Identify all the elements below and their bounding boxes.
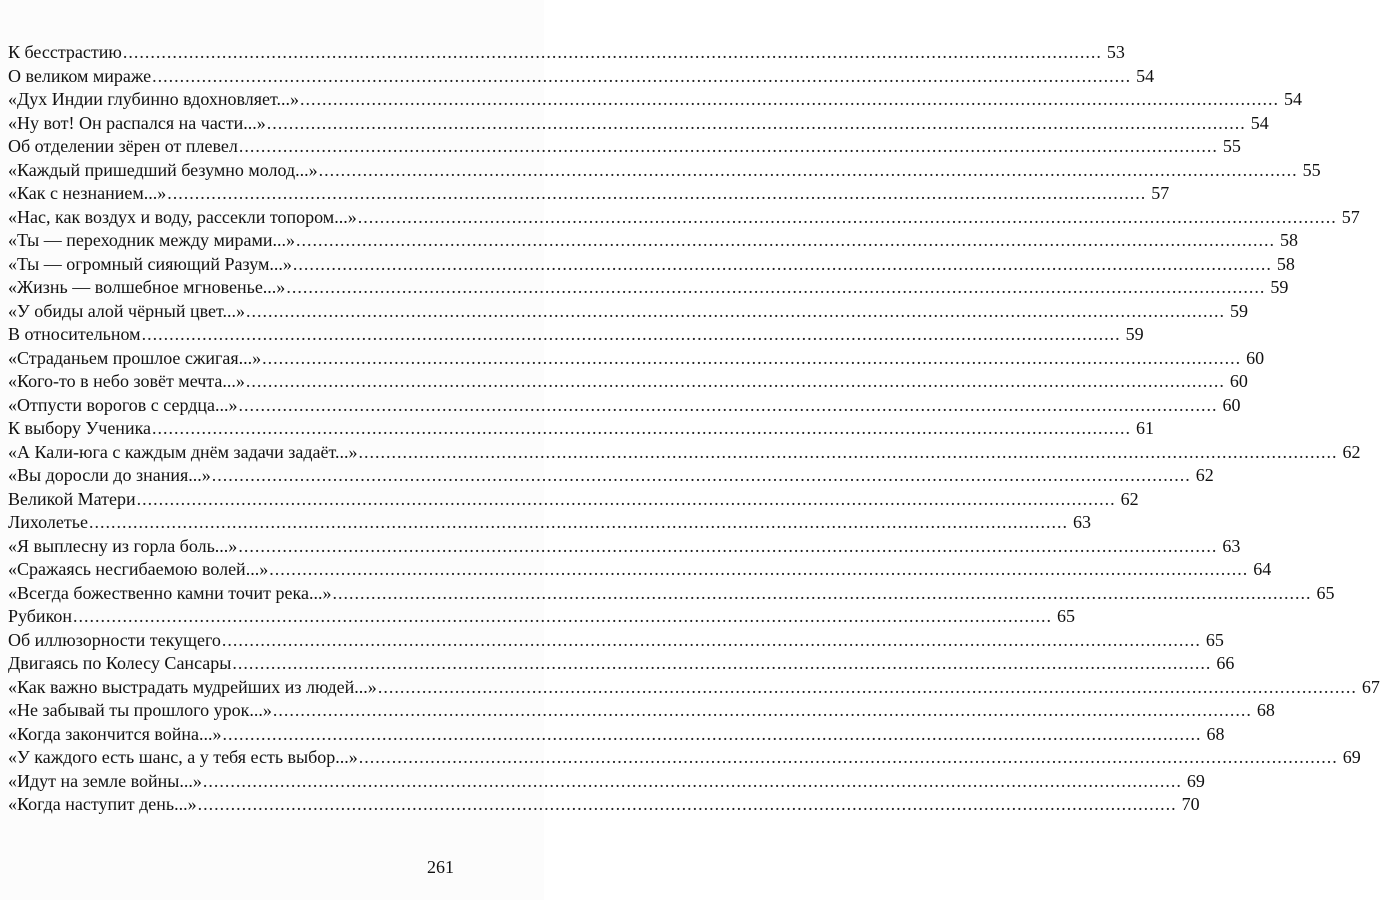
toc-entry-title: «Каждый пришедший безумно молод...» <box>8 159 318 180</box>
toc-leader-dots <box>262 347 1241 371</box>
toc-entry <box>8 159 1321 183</box>
toc-entry-page: 59 <box>1125 324 1144 344</box>
toc-entry-title: «А Кали-юга с каждым днём задачи задаёт...» <box>8 441 358 462</box>
toc-entry-title: Об отделении зёрен от плевел <box>8 136 238 156</box>
toc-entry-page: 60 <box>1229 371 1248 391</box>
toc-entry-page: 63 <box>1072 512 1091 532</box>
toc-entry-title: «Идут на земле войны...» <box>8 770 202 791</box>
toc-entry-page: 55 <box>1222 136 1241 156</box>
toc-entry <box>8 41 1125 65</box>
toc-leader-dots <box>212 464 1191 488</box>
toc-leader-dots <box>89 511 1068 535</box>
toc-entry-page: 69 <box>1342 747 1361 767</box>
toc-entry <box>8 206 1360 230</box>
table-of-contents <box>8 41 1380 817</box>
toc-entry-title: «Ты — переходник между мирами...» <box>8 230 296 250</box>
toc-entry <box>8 229 1299 253</box>
toc-entry <box>8 65 1155 89</box>
toc-entry-page: 55 <box>1302 159 1321 180</box>
toc-entry-title: «Жизнь — волшебное мгновенье...» <box>8 277 286 297</box>
toc-entry-title: «Нас, как воздух и воду, рассекли топором...» <box>8 206 357 227</box>
toc-entry <box>8 276 1289 300</box>
toc-entry-page: 57 <box>1341 206 1360 227</box>
toc-entry <box>8 676 1380 700</box>
toc-leader-dots <box>300 88 1279 112</box>
toc-leader-dots <box>273 699 1252 723</box>
toc-entry <box>8 652 1235 676</box>
toc-entry-title: «Вы доросли до знания...» <box>8 465 211 485</box>
toc-entry-title: «Отпусти ворогов с сердца...» <box>8 394 238 415</box>
toc-entry <box>8 699 1275 723</box>
toc-leader-dots <box>198 793 1177 817</box>
toc-entry <box>8 605 1076 629</box>
toc-leader-dots <box>123 41 1102 65</box>
toc-entry <box>8 629 1224 653</box>
toc-entry-page: 58 <box>1276 253 1295 274</box>
toc-entry-page: 66 <box>1216 653 1235 673</box>
toc-entry-title: Рубикон <box>8 606 73 626</box>
toc-entry-title: «Как с незнанием...» <box>8 183 167 203</box>
toc-entry-title: «Когда закончится война...» <box>8 723 222 744</box>
toc-entry <box>8 347 1265 371</box>
toc-entry <box>8 135 1241 159</box>
toc-entry <box>8 793 1200 817</box>
toc-entry <box>8 394 1241 418</box>
toc-leader-dots <box>137 488 1116 512</box>
toc-leader-dots <box>358 206 1337 230</box>
toc-entry-title: «Сражаясь несгибаемою волей...» <box>8 559 269 579</box>
toc-entry-title: «У обиды алой чёрный цвет...» <box>8 300 245 321</box>
toc-entry-page: 67 <box>1361 676 1380 697</box>
toc-entry-title: «Я выплесну из горла боль...» <box>8 535 238 556</box>
toc-entry-page: 58 <box>1280 230 1299 250</box>
toc-entry-page: 59 <box>1270 277 1289 297</box>
toc-entry-page: 68 <box>1206 723 1225 744</box>
toc-entry-title: «Кого-то в небо зовёт мечта...» <box>8 371 245 391</box>
toc-entry-page: 61 <box>1136 418 1155 438</box>
page-number: 261 <box>427 857 454 877</box>
toc-leader-dots <box>269 558 1248 582</box>
toc-entry <box>8 582 1335 606</box>
toc-leader-dots <box>246 300 1225 324</box>
toc-entry <box>8 746 1361 770</box>
toc-entry-page: 62 <box>1120 488 1139 509</box>
toc-entry <box>8 88 1303 112</box>
toc-entry-title: О великом мираже <box>8 65 152 86</box>
toc-leader-dots <box>332 582 1311 606</box>
toc-entry <box>8 488 1139 512</box>
toc-leader-dots <box>286 276 1265 300</box>
toc-entry-page: 62 <box>1195 465 1214 485</box>
toc-leader-dots <box>246 370 1225 394</box>
toc-leader-dots <box>222 723 1201 747</box>
toc-entry <box>8 770 1205 794</box>
toc-entry-page: 64 <box>1253 559 1272 579</box>
toc-leader-dots <box>167 182 1146 206</box>
toc-entry-title: «Страданьем прошлое сжигая...» <box>8 347 262 368</box>
toc-entry-page: 60 <box>1222 394 1241 415</box>
toc-entry <box>8 441 1361 465</box>
toc-entry-page: 65 <box>1316 582 1335 603</box>
toc-entry <box>8 300 1248 324</box>
toc-entry-page: 68 <box>1256 700 1275 720</box>
toc-leader-dots <box>267 112 1246 136</box>
toc-entry-title: «Ты — огромный сияющий Разум...» <box>8 253 292 274</box>
toc-entry <box>8 558 1272 582</box>
toc-leader-dots <box>142 323 1121 347</box>
toc-leader-dots <box>239 394 1218 418</box>
toc-entry-title: В относительном <box>8 324 141 344</box>
toc-entry-title: «У каждого есть шанс, а у тебя есть выбор...» <box>8 747 358 767</box>
toc-entry <box>8 464 1214 488</box>
toc-entry-title: Великой Матери <box>8 488 136 509</box>
toc-entry <box>8 511 1091 535</box>
toc-entry <box>8 417 1155 441</box>
toc-entry-title: Об иллюзорности текущего <box>8 629 221 650</box>
toc-entry <box>8 323 1144 347</box>
toc-entry-page: 62 <box>1342 441 1361 462</box>
toc-leader-dots <box>296 229 1275 253</box>
toc-entry-title: Лихолетье <box>8 512 88 532</box>
toc-entry-page: 63 <box>1222 535 1241 556</box>
toc-entry-title: «Всегда божественно камни точит река...» <box>8 582 332 603</box>
toc-leader-dots <box>359 441 1338 465</box>
toc-leader-dots <box>239 135 1218 159</box>
toc-entry-page: 70 <box>1181 794 1200 814</box>
toc-entry <box>8 253 1295 277</box>
toc-entry-title: «Дух Индии глубинно вдохновляет...» <box>8 89 300 109</box>
toc-entry-title: Двигаясь по Колесу Сансары <box>8 653 232 673</box>
toc-leader-dots <box>73 605 1052 629</box>
toc-entry-title: «Когда наступит день...» <box>8 794 197 814</box>
toc-entry-page: 65 <box>1057 606 1076 626</box>
toc-entry-page: 54 <box>1136 65 1155 86</box>
toc-entry <box>8 370 1248 394</box>
toc-entry-page: 59 <box>1229 300 1248 321</box>
toc-entry-title: К выбору Ученика <box>8 418 152 438</box>
toc-entry <box>8 112 1269 136</box>
toc-entry-title: «Не забывай ты прошлого урок...» <box>8 700 272 720</box>
toc-entry-page: 57 <box>1151 183 1170 203</box>
toc-entry-title: «Ну вот! Он распался на части...» <box>8 112 266 133</box>
toc-leader-dots <box>319 159 1298 183</box>
toc-entry-page: 53 <box>1106 42 1125 62</box>
toc-leader-dots <box>222 629 1201 653</box>
toc-entry <box>8 182 1170 206</box>
toc-leader-dots <box>203 770 1182 794</box>
toc-leader-dots <box>232 652 1211 676</box>
toc-entry-page: 54 <box>1284 89 1303 109</box>
toc-entry-page: 54 <box>1250 112 1269 133</box>
toc-entry-title: К бесстрастию <box>8 42 122 62</box>
toc-leader-dots <box>152 65 1131 89</box>
toc-entry <box>8 535 1241 559</box>
toc-leader-dots <box>293 253 1272 277</box>
toc-entry-title: «Как важно выстрадать мудрейших из людей...» <box>8 676 377 697</box>
toc-entry-page: 60 <box>1246 347 1265 368</box>
toc-entry <box>8 723 1225 747</box>
toc-leader-dots <box>378 676 1357 700</box>
toc-leader-dots <box>238 535 1217 559</box>
toc-entry-page: 65 <box>1205 629 1224 650</box>
toc-leader-dots <box>359 746 1338 770</box>
toc-entry-page: 69 <box>1186 770 1205 791</box>
toc-leader-dots <box>152 417 1131 441</box>
